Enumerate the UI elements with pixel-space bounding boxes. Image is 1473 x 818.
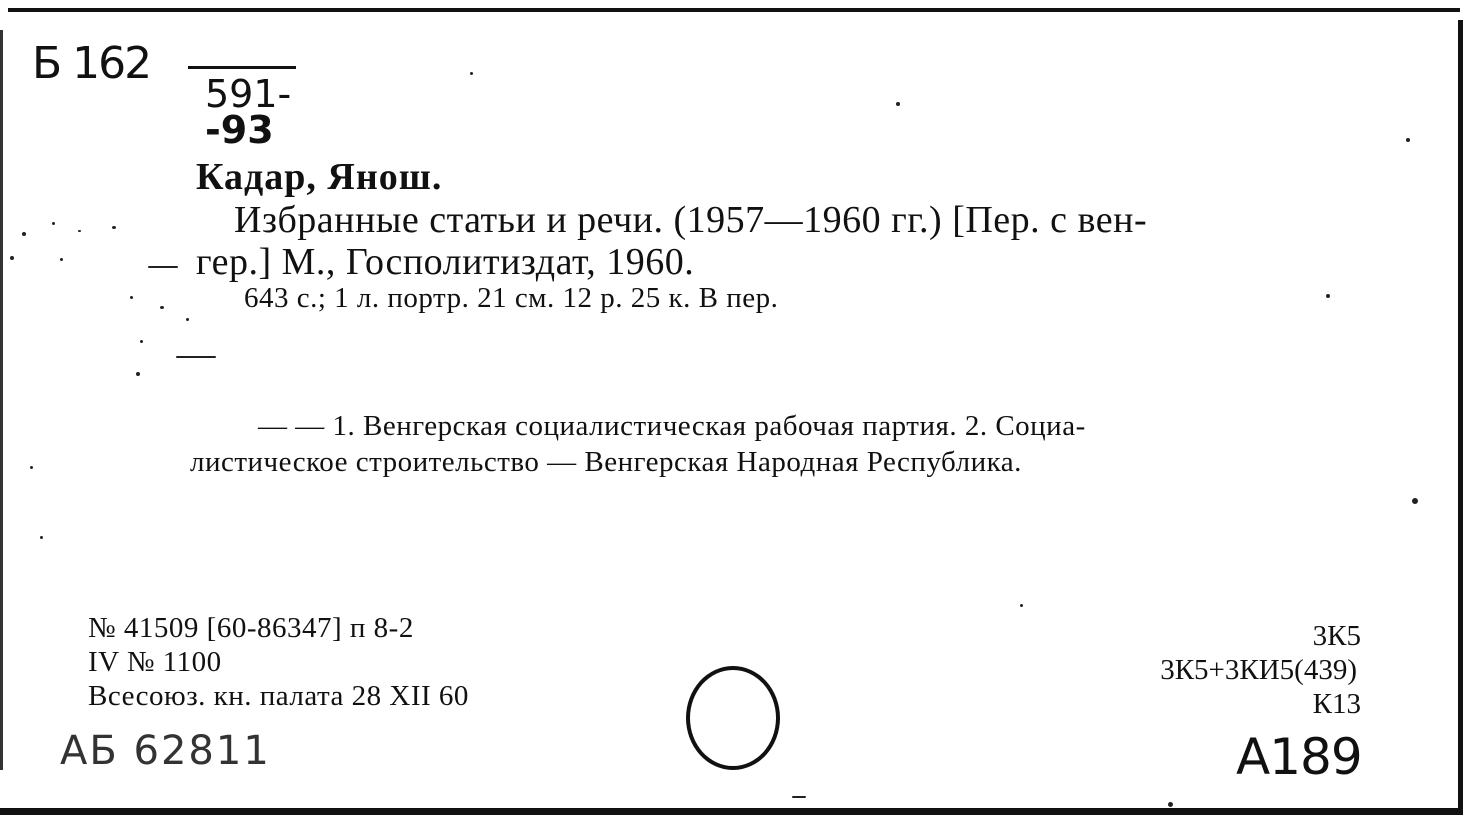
classification-line-1: 3К5 (1312, 620, 1361, 652)
physical-description: 643 с.; 1 л. портр. 21 см. 12 р. 25 к. В пер. (244, 282, 779, 314)
registration-line-3: Всесоюз. кн. палата 28 XII 60 (88, 680, 469, 712)
title-line-1: Избранные статьи и речи. (1957—1960 гг.) [Пер. с вен- (234, 199, 1148, 241)
card-border-top (8, 8, 1460, 12)
registration-line-1: № 41509 [60-86347] п 8-2 (88, 612, 414, 644)
fraction-line (188, 66, 296, 69)
subjects-line-1: — — 1. Венгерская социалистическая рабочая партия. 2. Социа- (258, 410, 1086, 442)
handwritten-denominator: -93 (205, 108, 274, 152)
classification-line-3: К13 (1312, 688, 1361, 720)
author-heading: Кадар, Янош. (196, 156, 443, 198)
card-border-right (1458, 20, 1463, 810)
title-line-2: гер.] М., Госполитиздат, 1960. (196, 241, 695, 283)
subjects-line-2: листическое строительство — Венгерская Народная Республика. (190, 446, 1022, 478)
handwritten-code: А189 (1236, 728, 1362, 786)
punch-hole (686, 666, 780, 770)
card-border-left (0, 30, 3, 770)
registration-line-2: IV № 1100 (88, 646, 222, 678)
handwritten-numerator: 591- (205, 72, 292, 116)
classification-line-2: 3К5+3КИ5(439) (1160, 654, 1357, 686)
handwritten-shelf-mark: Б 162 (32, 38, 151, 89)
handwritten-inventory-number: АБ 62811 (60, 728, 271, 774)
card-border-bottom (0, 808, 1463, 815)
